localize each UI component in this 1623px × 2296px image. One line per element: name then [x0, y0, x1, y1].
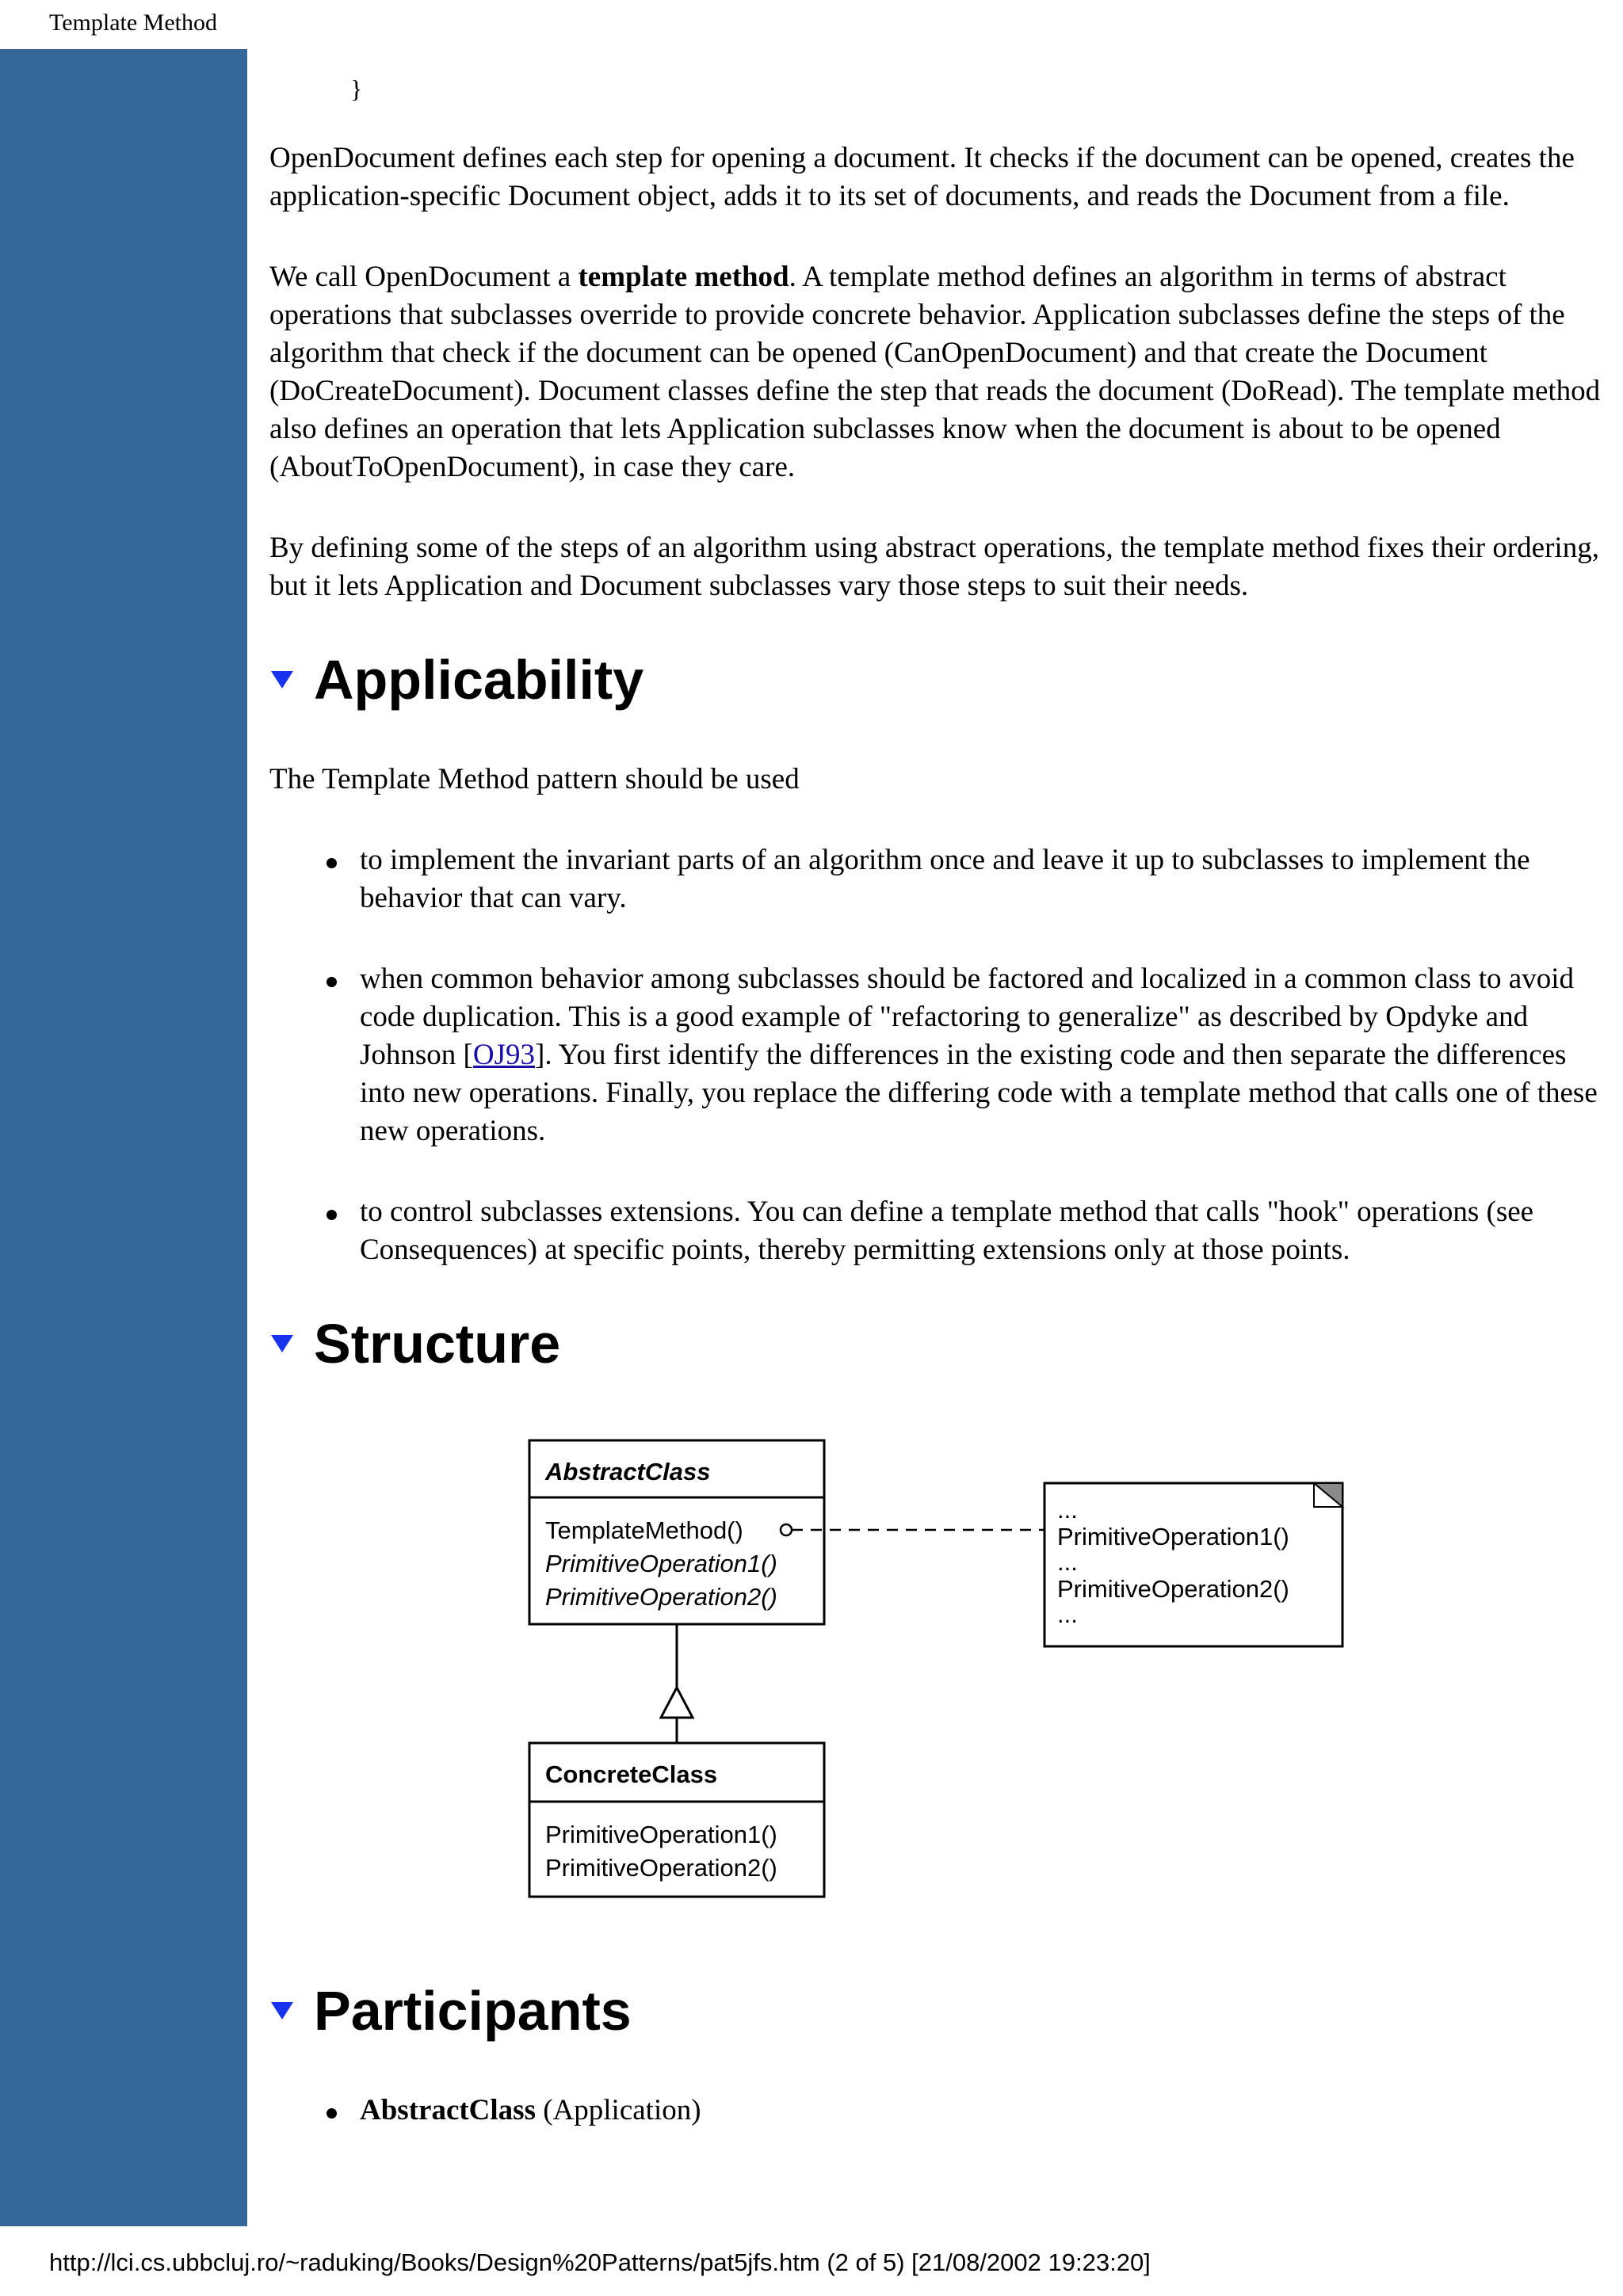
- abstract-class-name: AbstractClass: [545, 1458, 711, 1486]
- note-ellipsis-1: ...: [1057, 1496, 1078, 1524]
- abstract-class-template-method: TemplateMethod(): [545, 1516, 743, 1544]
- applicability-item-2-text-b: ]. You first identify the differences in the existing code and then separate the differences into new operations. Finally, you replace the differing code with a template method that calls one of these new operations.: [360, 1039, 1598, 1147]
- list-item: [327, 841, 1609, 917]
- uml-diagram-svg: [269, 1425, 1609, 1932]
- structure-heading-text: Structure: [314, 1313, 561, 1375]
- page-header-title: Template Method: [49, 10, 218, 36]
- bullet-icon: [327, 2108, 337, 2119]
- abstract-class-primitive-op1: PrimitiveOperation1(): [545, 1550, 777, 1577]
- list-item: [327, 2092, 1609, 2130]
- concrete-class-box: [529, 1743, 824, 1897]
- concrete-class-primitive-op1: PrimitiveOperation1(): [545, 1821, 777, 1848]
- applicability-lead: The Template Method pattern should be used: [269, 763, 800, 795]
- code-closing-brace: }: [350, 74, 363, 103]
- abstract-class-box: [529, 1440, 824, 1624]
- intro-p2-text-a: We call OpenDocument a: [269, 261, 579, 293]
- inheritance-triangle-icon: [661, 1688, 693, 1718]
- note-ellipsis-2: ...: [1057, 1548, 1078, 1576]
- note-box: [1044, 1483, 1342, 1646]
- triangle-down-icon[interactable]: [271, 671, 293, 688]
- triangle-down-icon[interactable]: [271, 2002, 293, 2019]
- oj93-reference-link[interactable]: OJ93: [472, 1039, 535, 1071]
- bullet-icon: [327, 858, 337, 868]
- applicability-heading-text: Applicability: [314, 649, 644, 711]
- left-sidebar-bar: [0, 49, 247, 2226]
- applicability-item-3-text: to control subclasses extensions. You can define a template method that calls "hook" operations (see Consequences) at specific points, thereby permitting extensions only at those points.: [360, 1196, 1534, 1266]
- section-heading-participants: [269, 1979, 1609, 2042]
- term-template-method: template method: [578, 261, 789, 293]
- section-heading-structure: [269, 1312, 1609, 1375]
- applicability-item-1-text: to implement the invariant parts of an algorithm once and leave it up to subclasses to implement the behavior that can vary.: [360, 844, 1530, 914]
- main-content: [269, 70, 1609, 2172]
- participant-abstract-class: AbstractClass: [360, 2094, 536, 2126]
- bullet-icon: [327, 1210, 337, 1220]
- list-item: [327, 1193, 1609, 1269]
- participants-heading-text: Participants: [314, 1980, 632, 2042]
- participants-list: [269, 2092, 1609, 2130]
- intro-paragraph-2: [269, 258, 1609, 486]
- intro-paragraph-1: OpenDocument defines each step for opening a document. It checks if the document can be opened, creates the application-specific Document object, adds it to its set of documents, and reads the Document from a file.: [269, 142, 1575, 212]
- participant-abstract-class-role: (Application): [535, 2094, 701, 2126]
- bullet-icon: [327, 977, 337, 987]
- intro-paragraph-3: By defining some of the steps of an algorithm using abstract operations, the template method fixes their ordering, but it lets Application and Document subclasses vary those steps to suit their needs.: [269, 532, 1599, 602]
- note-primitive-op2: PrimitiveOperation2(): [1057, 1575, 1289, 1603]
- note-anchor-circle: [781, 1524, 792, 1535]
- structure-diagram: [269, 1425, 1609, 1932]
- concrete-class-primitive-op2: PrimitiveOperation2(): [545, 1854, 777, 1882]
- applicability-item-2-text-a: when common behavior among subclasses should be factored and localized in a common class to avoid code duplication. This is a good example of "refactoring to generalize" as described by Opdyke and Johnson [: [360, 963, 1574, 1071]
- note-primitive-op1: PrimitiveOperation1(): [1057, 1523, 1289, 1550]
- inheritance-arrow: [661, 1624, 693, 1743]
- note-ellipsis-3: ...: [1057, 1600, 1078, 1628]
- concrete-class-name: ConcreteClass: [545, 1760, 718, 1788]
- list-item: [327, 960, 1609, 1150]
- intro-p2-text-b: . A template method defines an algorithm in terms of abstract operations that subclasses override to provide concrete behavior. Application subclasses define the steps of the algorithm that check if the document can be opened (CanOpenDocument) and that create the Document (DoCreateDocument). Document classes define the step that reads the document (DoRead). The template method also defines an operation that lets Application subclasses know when the document is about to be opened (AboutToOpenDocument), in case they care.: [269, 261, 1601, 483]
- triangle-down-icon[interactable]: [271, 1335, 293, 1352]
- section-heading-applicability: [269, 648, 1609, 711]
- page-footer-url: http://lci.cs.ubbcluj.ro/~raduking/Books/Design%20Patterns/pat5jfs.htm (2 of 5) [21/08/2002 19:23:20]: [49, 2248, 1151, 2276]
- applicability-list: [269, 841, 1609, 1269]
- abstract-class-primitive-op2: PrimitiveOperation2(): [545, 1583, 777, 1611]
